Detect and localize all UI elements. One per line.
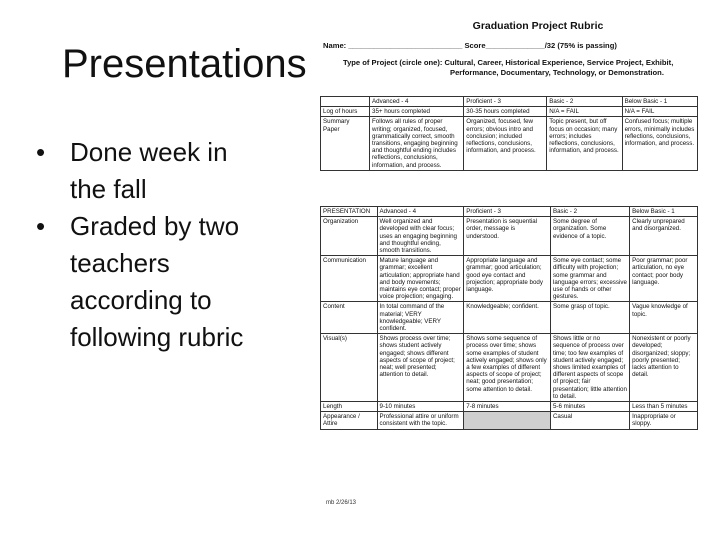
table-cell: 7-8 minutes [464, 402, 551, 412]
header-cell: Below Basic - 1 [630, 207, 698, 217]
project-type-line-continued: Performance, Documentary, Technology, or Demonstration. [450, 68, 664, 77]
table-cell: Well organized and developed with clear focus; uses an engaging beginning and thoughtful ending, smooth transitions. [377, 217, 464, 256]
table-cell: In total command of the material; VERY knowledgeable; VERY confident. [377, 302, 464, 334]
bullet-text: Graded by two teachers according to following rubric [70, 211, 244, 352]
table-cell: Length [321, 402, 378, 412]
presentation-table [320, 206, 698, 430]
table-cell: Nonexistent or poorly developed; disorganized; sloppy; poorly presented; lacks attention to detail. [630, 334, 698, 402]
document-signature: mb 2/26/13 [326, 500, 357, 506]
header-cell [321, 97, 370, 107]
table-row [321, 217, 698, 256]
project-type-line: Type of Project (circle one): Cultural, Career, Historical Experience, Service Project, Exhibit, [343, 58, 674, 67]
table-cell: 35+ hours completed [370, 107, 464, 117]
rubric-title: Graduation Project Rubric [472, 20, 604, 32]
bullet-item [30, 134, 270, 208]
table-cell: 9-10 minutes [377, 402, 464, 412]
table-cell: Shows some sequence of process over time; shows some examples of student actively engaged; shows only a few examples of different aspects of scope of project; neat; good presentation; some attention to detail. [464, 334, 551, 402]
table-cell-shaded [464, 412, 551, 429]
table-cell: Professional attire or uniform consistent with the topic. [377, 412, 464, 429]
bullet-dot-icon: • [36, 211, 46, 241]
table-row [321, 334, 698, 402]
header-cell: PRESENTATION [321, 207, 378, 217]
table-cell: Shows process over time; shows student actively engaged; shows different aspects of scope of project; neat; well presented; attention to detail. [377, 334, 464, 402]
table-cell: Clearly unprepared and disorganized. [630, 217, 698, 256]
table-cell: Some grasp of topic. [550, 302, 629, 334]
table-cell: N/A = FAIL [622, 107, 697, 117]
table-cell: Organization [321, 217, 378, 256]
table-cell: Vague knowledge of topic. [630, 302, 698, 334]
table-cell: Confused focus; multiple errors, minimally includes reflections, conclusions, information, and process. [622, 117, 697, 170]
slide-title: Presentations [62, 42, 307, 86]
table-cell: Organized, focused, few errors; obvious intro and conclusion; included reflections, conclusions, information, and process. [464, 117, 547, 170]
table-row [321, 302, 698, 334]
rubric-document [318, 20, 718, 520]
header-cell: Advanced - 4 [377, 207, 464, 217]
table-cell: Mature language and grammar; excellent articulation; appropriate hand and body movements; maintains eye contact; proper voice projection; engaging. [377, 256, 464, 302]
table-cell: Summary Paper [321, 117, 370, 170]
table-cell: Poor grammar; poor articulation, no eye contact; poor body language. [630, 256, 698, 302]
table-cell: Log of hours [321, 107, 370, 117]
table-cell: Visual(s) [321, 334, 378, 402]
name-score-line: Name: ___________________________ Score______________/32 (75% is passing) [323, 41, 617, 50]
bullet-item [30, 208, 270, 356]
table-cell: Topic present, but off focus on occasion; many errors; includes reflections, conclusions, information, and process. [547, 117, 622, 170]
header-cell: Below Basic - 1 [622, 97, 697, 107]
header-cell: Basic - 2 [547, 97, 622, 107]
table-cell: Content [321, 302, 378, 334]
table-cell: Less than 5 minutes [630, 402, 698, 412]
table-cell: Communication [321, 256, 378, 302]
table-cell: Presentation is sequential order, message is understood. [464, 217, 551, 256]
table-cell: Some eye contact; some difficulty with projection; some grammar and language errors; excessive use of hands or other gestures. [550, 256, 629, 302]
bullet-dot-icon: • [36, 137, 46, 167]
header-cell: Proficient - 3 [464, 97, 547, 107]
header-cell: Advanced - 4 [370, 97, 464, 107]
table-row [321, 117, 698, 170]
table-row [321, 107, 698, 117]
bullet-text: Done week in the fall [70, 137, 228, 204]
header-cell: Proficient - 3 [464, 207, 551, 217]
table-cell: Casual [550, 412, 629, 429]
table-row [321, 402, 698, 412]
table-cell: Shows little or no sequence of process over time; too few examples of student actively engaged; shows limited examples of different aspects of scope of project; fair presentation; little attention to detail. [550, 334, 629, 402]
table-cell: Appropriate language and grammar; good articulation; good eye contact and projection; appropriate body language. [464, 256, 551, 302]
table-header-row [321, 207, 698, 217]
bullet-list [30, 134, 270, 356]
header-cell: Basic - 2 [550, 207, 629, 217]
table-cell: Follows all rules of proper writing; organized, focused, grammatically correct, smooth transitions, engaging beginning and thoughtful ending includes reflections, conclusions, information, and process. [370, 117, 464, 170]
table-cell: Appearance / Attire [321, 412, 378, 429]
hours-paper-table [320, 96, 698, 171]
table-cell: Knowledgeable; confident. [464, 302, 551, 334]
table-row [321, 412, 698, 429]
table-cell: 30-35 hours completed [464, 107, 547, 117]
table-header-row [321, 97, 698, 107]
table-cell: 5-6 minutes [550, 402, 629, 412]
table-row [321, 256, 698, 302]
table-cell: Inappropriate or sloppy. [630, 412, 698, 429]
table-cell: Some degree of organization. Some evidence of a topic. [550, 217, 629, 256]
table-cell: N/A = FAIL [547, 107, 622, 117]
